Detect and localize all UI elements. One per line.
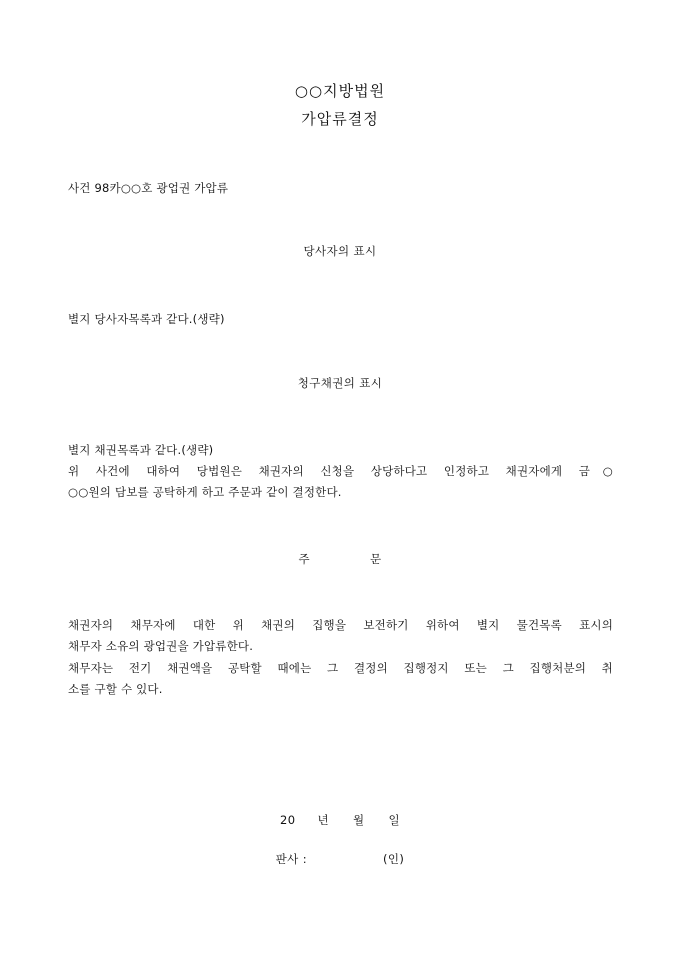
order-heading-left: 주 <box>298 552 310 566</box>
claim-body-line-2: ○○원의 담보를 공탁하게 하고 주문과 같이 결정한다. <box>68 485 342 499</box>
parties-heading: 당사자의 표시 <box>303 244 377 258</box>
case-line: 사건 98카○○호 광업권 가압류 <box>68 181 229 195</box>
order-heading-right: 문 <box>370 552 382 566</box>
court-name: ○○지방법원 <box>294 82 386 100</box>
date-year: 20 <box>280 813 296 827</box>
judge-label: 판사 : <box>275 852 308 866</box>
judge-seal: (인) <box>383 852 405 866</box>
date-year-unit: 년 <box>317 813 329 827</box>
order-line-4: 소를 구할 수 있다. <box>68 682 163 696</box>
parties-text: 별지 당사자목록과 같다.(생략) <box>68 312 225 326</box>
document-title: 가압류결정 <box>301 110 379 128</box>
claim-heading: 청구채권의 표시 <box>297 376 383 390</box>
claim-body-line-1: 위 사건에 대하여 당법원은 채권자의 신청을 상당하다고 인정하고 채권자에게 금○ <box>68 464 613 478</box>
date-line <box>0 812 680 828</box>
date-day-unit: 일 <box>388 813 400 827</box>
order-line-3: 채무자는 전기 채권액을 공탁할 때에는 그 결정의 집행정지 또는 그 집행처분의 취 <box>68 661 613 675</box>
order-line-2: 채무자 소유의 광업권을 가압류한다. <box>68 639 254 653</box>
order-line-1: 채권자의 채무자에 대한 위 채권의 집행을 보전하기 위하여 별지 물건목록 표시의 <box>68 618 613 632</box>
judge-line <box>0 851 680 867</box>
claim-text: 별지 채권목록과 같다.(생략) <box>68 443 214 457</box>
date-month-unit: 월 <box>352 813 365 827</box>
order-heading <box>0 551 680 567</box>
